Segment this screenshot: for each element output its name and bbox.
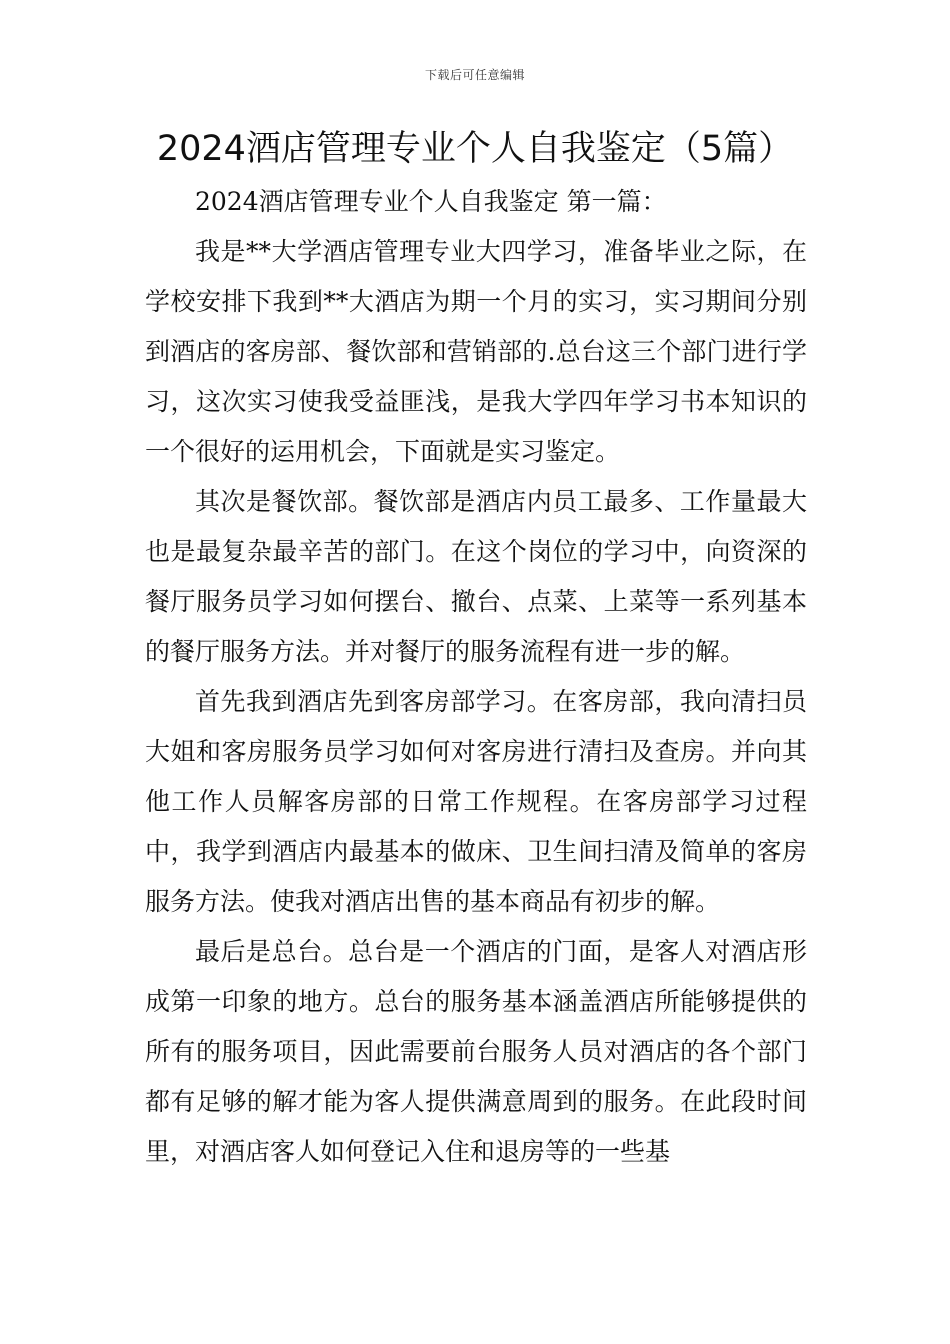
paragraph-front-desk: 最后是总台。总台是一个酒店的门面，是客人对酒店形成第一印象的地方。总台的服务基本涵盖酒店所能够提供的所有的服务项目，因此需要前台服务人员对酒店的各个部门都有足够的解才能为客人提供满意周到的服务。在此段时间里，对酒店客人如何登记入住和退房等的一些基 [145,937,807,1166]
header-note: 下载后可任意编辑 [424,68,525,82]
document-title: 2024酒店管理专业个人自我鉴定（5篇） [156,129,794,169]
document-body [145,177,807,1177]
paragraph-dining: 其次是餐饮部。餐饮部是酒店内员工最多、工作量最大也是最复杂最辛苦的部门。在这个岗位的学习中，向资深的餐厅服务员学习如何摆台、撤台、点菜、上菜等一系列基本的餐厅服务方法。并对餐厅的服务流程有进一步的解。 [145,487,807,666]
paragraph-housekeeping: 首先我到酒店先到客房部学习。在客房部，我向清扫员大姐和客房服务员学习如何对客房进行清扫及查房。并向其他工作人员解客房部的日常工作规程。在客房部学习过程中，我学到酒店内最基本的做床、卫生间扫清及简单的客房服务方法。使我对酒店出售的基本商品有初步的解。 [145,687,807,916]
paragraph-intro: 我是**大学酒店管理专业大四学习，准备毕业之际，在学校安排下我到**大酒店为期一个月的实习，实习期间分别到酒店的客房部、餐饮部和营销部的.总台这三个部门进行学习，这次实习使我受益匪浅，是我大学四年学习书本知识的一个很好的运用机会，下面就是实习鉴定。 [145,237,807,466]
section-heading: 2024酒店管理专业个人自我鉴定 第一篇： [195,187,667,216]
